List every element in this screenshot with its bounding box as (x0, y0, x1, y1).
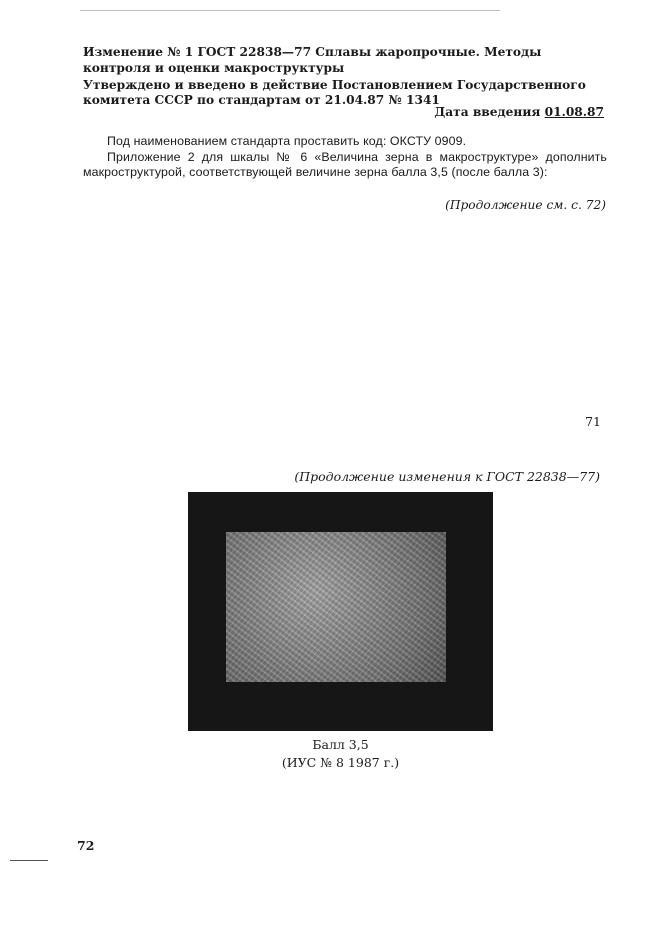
paragraph-appendix: Приложение 2 для шкалы № 6 «Величина зерна в макроструктуре» дополнить макроструктурой, соответствующей величине зерна балла 3,5 (после балла 3): (83, 150, 607, 179)
page-number-71: 71 (585, 414, 601, 429)
effective-date (0, 105, 604, 119)
effective-date-label: Дата введения (434, 105, 541, 119)
effective-date-value: 01.08.87 (544, 105, 604, 119)
paragraph-code: Под наименованием стандарта проставить код: ОКСТУ 0909. (107, 134, 467, 148)
macrostructure-photo (188, 492, 493, 731)
grain-sample-image (226, 532, 446, 682)
continuation-heading: (Продолжение изменения к ГОСТ 22838—77) (294, 469, 600, 484)
approval-statement: Утверждено и введено в действие Постановлением Государственного комитета СССР по стандартам от 21.04.87 № 1341 (83, 78, 586, 107)
continuation-note: (Продолжение см. с. 72) (445, 198, 606, 212)
caption-source: (ИУС № 8 1987 г.) (281, 755, 400, 770)
top-scan-line (80, 10, 500, 11)
bottom-scan-mark (10, 860, 48, 861)
amendment-heading: Изменение № 1 ГОСТ 22838—77 Сплавы жаропрочные. Методы контроля и оценки макроструктуры (83, 45, 542, 75)
photo-caption (188, 736, 493, 772)
caption-grade: Балл 3,5 (312, 737, 369, 752)
page-number-72: 72 (77, 838, 95, 853)
